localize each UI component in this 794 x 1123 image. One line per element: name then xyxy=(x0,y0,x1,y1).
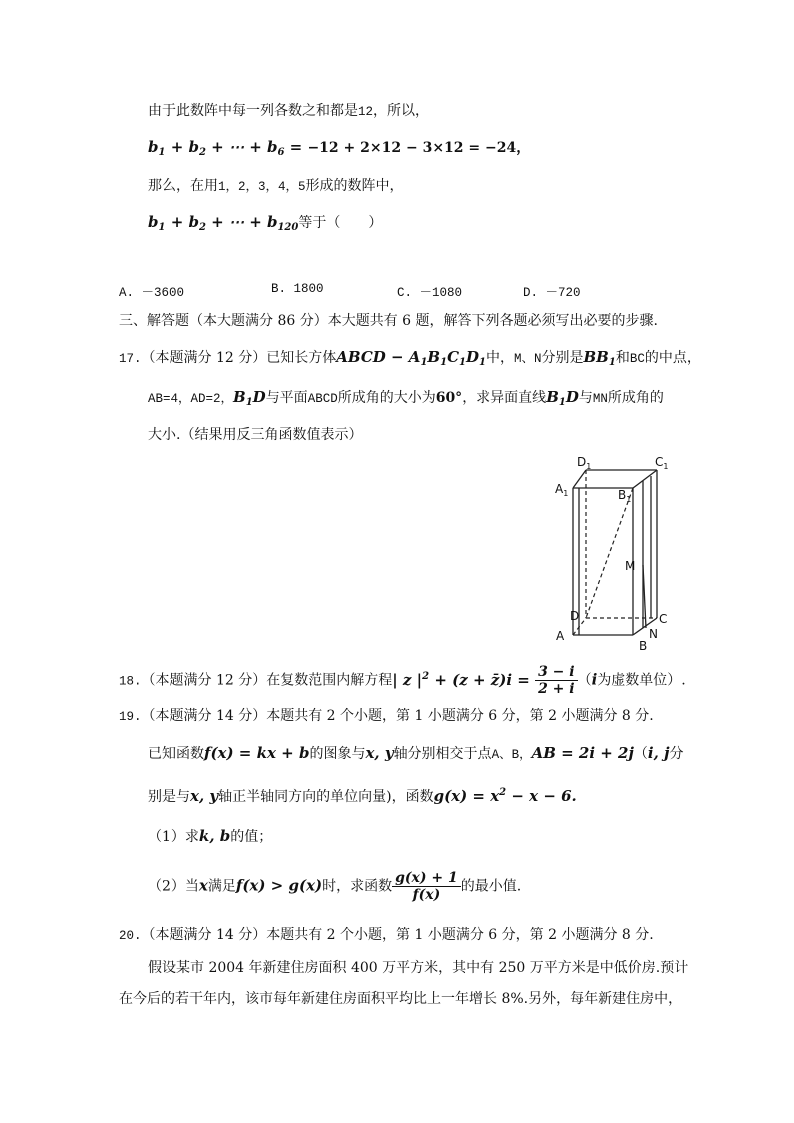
q17-angle: 60° xyxy=(435,390,463,406)
q19-number: 19. xyxy=(119,710,142,724)
choice-a: A. －3600 xyxy=(119,286,185,300)
q19-line0: 19.（本题满分 14 分）本题共有 2 个小题，第 1 小题满分 6 分，第 2 小题满分 8 分. xyxy=(119,708,654,724)
label-D: D xyxy=(570,609,580,623)
q19-line2: 别是与x, y轴正半轴同方向的单位向量)，函数$g(x) = x^2 - x - 6$. xyxy=(148,787,577,805)
label-A1: $A_1$ xyxy=(555,482,569,498)
q17-number: 17. xyxy=(119,352,142,366)
q19-sub2: （2）当x满足f(x) > g(x)时，求函数 $\frac{g(x) + 1}{f(x)}$ 的最小值. xyxy=(148,870,522,903)
q18-number: 18. xyxy=(119,674,142,689)
label-B: B xyxy=(639,639,648,653)
then-text: 那么，在用 xyxy=(148,178,218,194)
q17-line3: 大小.（结果用反三角函数值表示） xyxy=(148,427,363,443)
intro-end: ，所以， xyxy=(373,103,430,119)
q17-line2: AB=4，AD=2，$B_1D$与平面ABCD所成角的大小为60°，求异面直线$B_1D$与MN所成角的 xyxy=(148,388,664,408)
q20-line1: 假设某市 2004 年新建住房面积 400 万平方米，其中有 250 万平方米是中低价房.预计 xyxy=(148,960,689,976)
q18-line: 18.（本题满分 12 分）在复数范围内解方程| z $|^2 + (z$ + z̄)i = $\frac{3 - i}{2 + i}$ （i为虚数单位）. xyxy=(119,664,686,697)
label-M: M xyxy=(625,559,636,573)
q20-line2: 在今后的若干年内，该市每年新建住房面积平均比上一年增长 8%.另外，每年新建住房中， xyxy=(119,991,683,1007)
choice-d: D. －720 xyxy=(523,286,581,300)
label-C1: $C_1$ xyxy=(655,455,669,471)
q19-sub1: （1）求k, b的值； xyxy=(148,827,273,845)
q18-fraction: $\frac{3 - i}{2 + i}$ xyxy=(535,664,578,697)
q19-fraction: $\frac{g(x) + 1}{f(x)}$ xyxy=(392,870,461,903)
label-A: A xyxy=(556,629,565,643)
intro-text: 由于此数阵中每一列各数之和都是 xyxy=(148,103,358,119)
then-end: 形成的数阵中， xyxy=(305,178,404,194)
q17-line1: 17.（本题满分 12 分）已知长方体ABCD − $A_1B_1C_1D_1$中，M、N分别是$BB_1$和BC的中点， xyxy=(119,348,701,368)
label-D1: $D_1$ xyxy=(577,455,592,471)
label-B1: $B_1$ xyxy=(618,488,632,504)
equation-sum-b6-value: −12 + 2×12 − 3×12 = −24， xyxy=(307,140,531,156)
then-numbers: 1，2，3，4，5 xyxy=(218,180,306,194)
equation-sum-b6: $b_1 + b_2$ + ⋯ + $b_6 = -12 + 2\times 12 - 3\times 12 = -24$， xyxy=(148,138,531,158)
cuboid-figure xyxy=(545,450,680,655)
label-N: N xyxy=(649,627,658,641)
label-C: C xyxy=(659,612,668,626)
section-3-title: 三、解答题（本大题满分 86 分）本大题共有 6 题，解答下列各题必须写出必要的步骤. xyxy=(119,313,658,329)
choice-c: C. －1080 xyxy=(397,286,463,300)
q19-line1: 已知函数f(x) = kx + b的图象与x, y轴分别相交于点A、B，AB = 2i + 2j（i, j分 xyxy=(148,744,684,762)
choice-b: B. 1800 xyxy=(271,282,324,296)
intro-line xyxy=(148,100,429,123)
intro-number: 12 xyxy=(358,105,374,119)
q20-number: 20. xyxy=(119,929,142,943)
equation-sum-b120: $b_1 + b_2$ + ⋯ + $b_{120}$等于（ ） xyxy=(148,213,383,233)
equation-sum-b120-tail: 等于（ ） xyxy=(298,215,383,231)
q20-line0: 20.（本题满分 14 分）本题共有 2 个小题，第 1 小题满分 6 分，第 2 小题满分 8 分. xyxy=(119,927,654,943)
then-line xyxy=(148,175,404,198)
